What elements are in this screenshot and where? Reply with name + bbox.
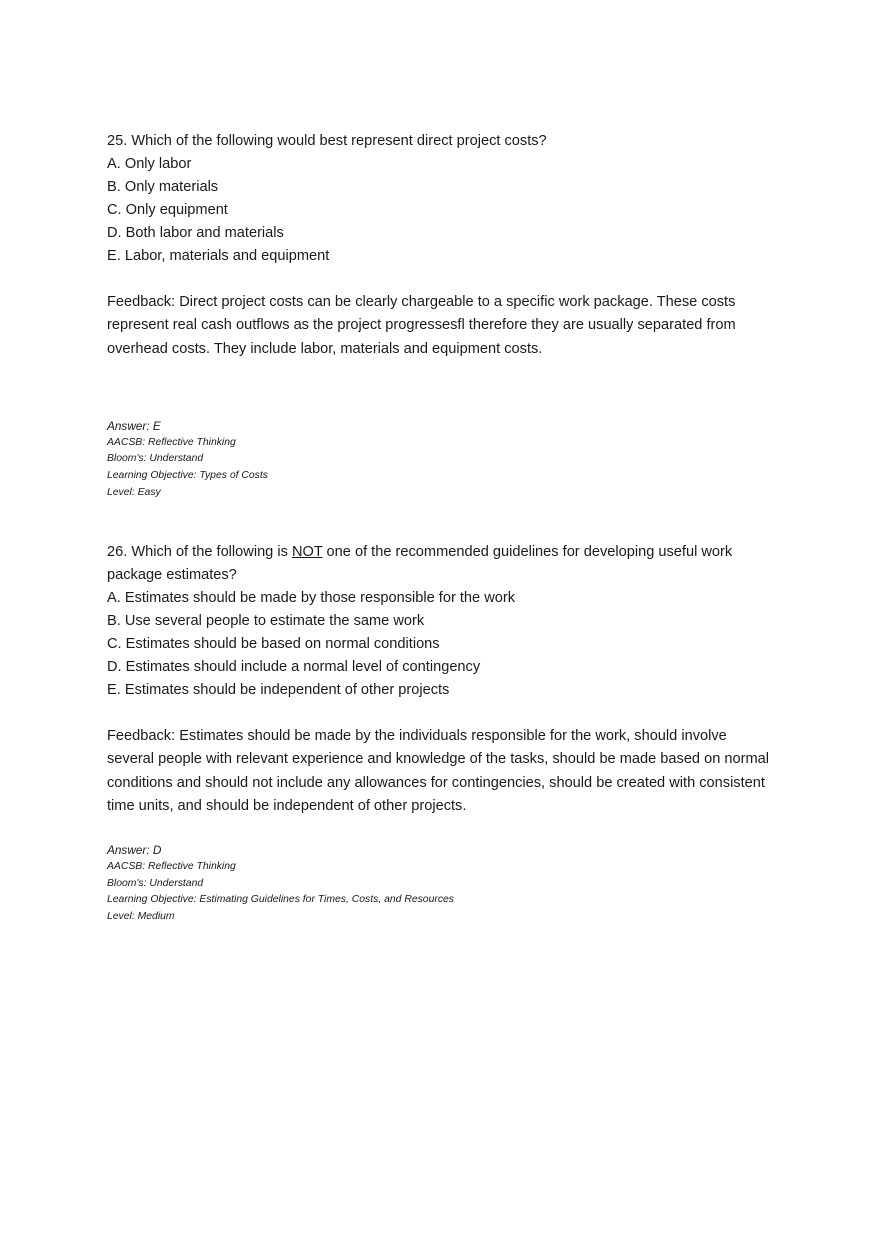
question-metadata xyxy=(107,418,772,501)
feedback-text: Feedback: Direct project costs can be clearly chargeable to a specific work package. These costs represent real cash outflows as the project progressesfl therefore they are usually separated from overhead costs. They include labor, materials and equipment costs. xyxy=(107,294,736,357)
question-metadata xyxy=(107,842,772,925)
option-e: E. Estimates should be independent of other projects xyxy=(107,682,450,698)
option-list xyxy=(107,587,772,702)
answer-label: Answer: D xyxy=(107,843,162,858)
option-e: E. Labor, materials and equipment xyxy=(107,248,330,264)
stem-suffix: one of the recommended guidelines for developing useful work package estimates? xyxy=(107,544,733,583)
answer-label: Answer: E xyxy=(107,418,161,433)
option-a: A. Estimates should be made by those responsible for the work xyxy=(107,590,516,606)
question-stem: 25. Which of the following would best represent direct project costs? xyxy=(107,133,547,149)
option-d: D. Estimates should include a normal level of contingency xyxy=(107,659,481,675)
option-b: B. Only materials xyxy=(107,179,219,195)
option-c: C. Estimates should be based on normal conditions xyxy=(107,636,440,652)
question-25 xyxy=(107,130,772,501)
aacsb-label: AACSB: Reflective Thinking xyxy=(107,861,236,873)
feedback-text: Feedback: Estimates should be made by the individuals responsible for the work, should involve several people with relevant experience and knowledge of the tasks, should be made based on normal conditions and should not include any allowances for contingencies, should be created with consistent time units, and should be independent of other projects. xyxy=(107,728,769,814)
option-b: B. Use several people to estimate the same work xyxy=(107,613,425,629)
option-c: C. Only equipment xyxy=(107,202,228,218)
question-stem xyxy=(107,541,772,587)
question-26 xyxy=(107,541,772,926)
option-a: A. Only labor xyxy=(107,156,192,172)
stem-prefix: 26. Which of the following is xyxy=(107,544,292,560)
level-label: Level: Easy xyxy=(107,486,161,498)
learning-objective-label: Learning Objective: Estimating Guidelines for Times, Costs, and Resources xyxy=(107,894,454,906)
aacsb-label: AACSB: Reflective Thinking xyxy=(107,436,236,448)
option-d: D. Both labor and materials xyxy=(107,225,284,241)
option-list xyxy=(107,153,772,268)
learning-objective-label: Learning Objective: Types of Costs xyxy=(107,470,268,482)
blooms-label: Bloom's: Understand xyxy=(107,453,204,465)
stem-emphasis: NOT xyxy=(291,544,323,560)
level-label: Level: Medium xyxy=(107,910,175,922)
blooms-label: Bloom's: Understand xyxy=(107,877,204,889)
